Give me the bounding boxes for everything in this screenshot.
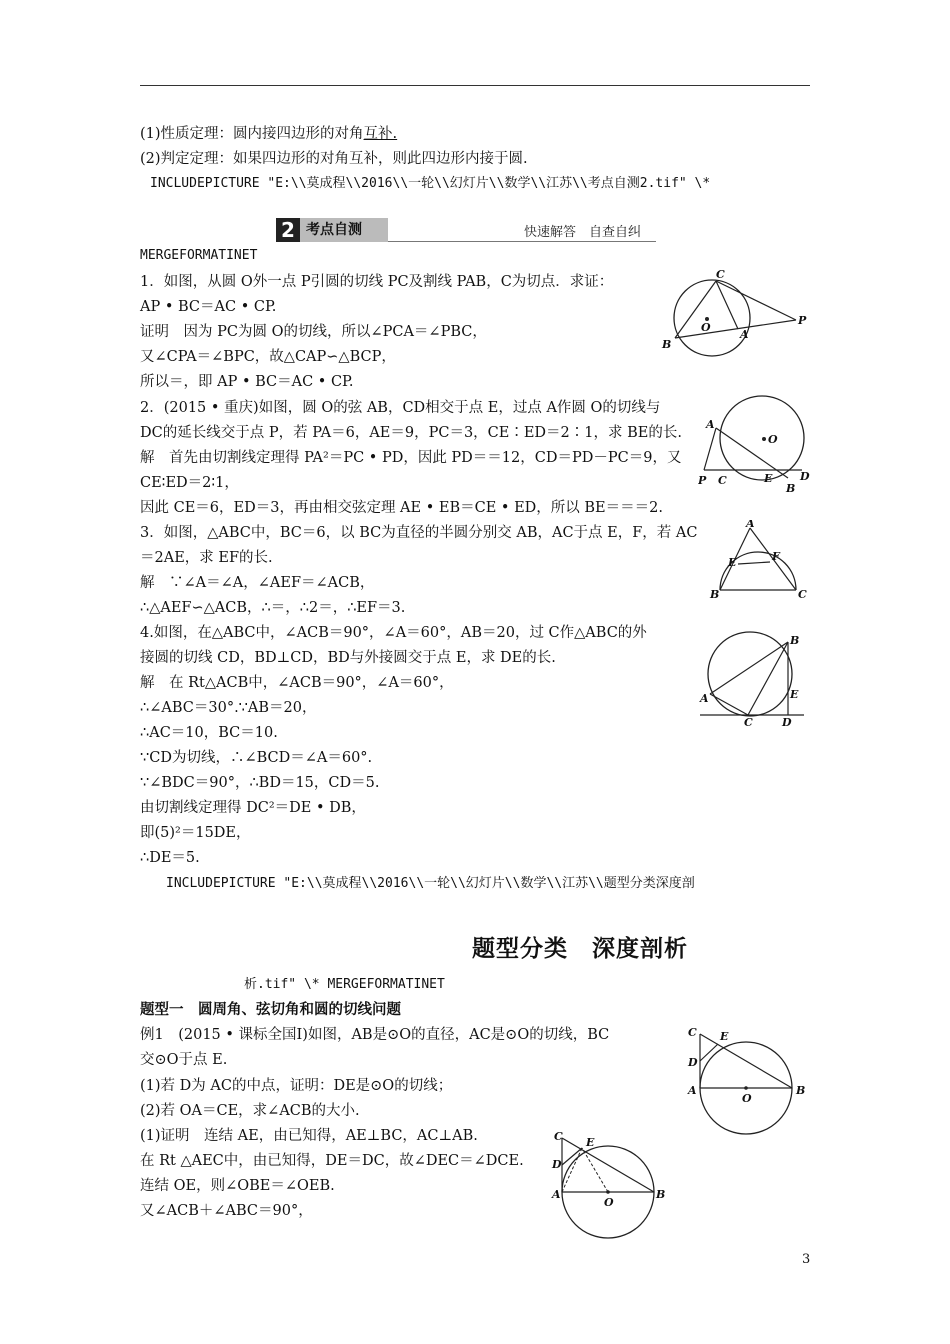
- problem-1-line: AP • BC＝AC • CP.: [140, 299, 277, 315]
- example-1-line: 连结 OE，则∠OBE＝∠OEB.: [140, 1178, 335, 1194]
- problem-4-line: ∴AC＝10，BC＝10.: [140, 725, 278, 741]
- fig2-label: E: [764, 472, 773, 485]
- fig5-label: B: [796, 1084, 806, 1097]
- page-number: 3: [802, 1252, 811, 1267]
- problem-1-line: 所以＝，即 AP • BC＝AC • CP.: [140, 374, 354, 390]
- fig6-label: B: [656, 1188, 666, 1201]
- fig2-label: A: [706, 418, 715, 431]
- example-1-line: (2)若 OA＝CE，求∠ACB的大小.: [140, 1103, 360, 1119]
- section-title: 题型分类 深度剖析: [472, 936, 688, 962]
- fig5-label: A: [688, 1084, 697, 1097]
- fig6-label: D: [552, 1158, 562, 1171]
- example-1-line: 交⊙O于点 E.: [140, 1052, 228, 1068]
- example-1-line: 在 Rt △AEC中，由已知得，DE＝DC，故∠DEC＝∠DCE.: [140, 1153, 524, 1169]
- fig1-label: C: [716, 268, 725, 281]
- problem-3-line: ＝2AE，求 EF的长.: [140, 550, 273, 566]
- fig5-label: C: [688, 1026, 697, 1039]
- problem-1-line: 1．如图，从圆 O外一点 P引圆的切线 PC及割线 PAB，C为切点．求证：: [140, 274, 614, 290]
- figure-3-diagram: [704, 520, 814, 604]
- field-code: INCLUDEPICTURE "E:\\莫成程\\2016\\一轮\\幻灯片\\数学\\江苏\\题型分类深度剖: [166, 876, 695, 891]
- problem-2-line: DC的延长线交于点 P，若 PA＝6，AE＝9，PC＝3，CE∶ED＝2∶1，求 BE的长.: [140, 425, 682, 441]
- type-heading: 题型一 圆周角、弦切角和圆的切线问题: [140, 1002, 401, 1018]
- banner-number: 2: [276, 218, 300, 242]
- fig4-label: A: [700, 692, 709, 705]
- example-1-line: (1)若 D为 AC的中点，证明：DE是⊙O的切线；: [140, 1078, 453, 1094]
- figure-5-diagram: [684, 1024, 810, 1138]
- problem-3-line: ∴△AEF∽△ACB，∴＝，∴2＝，∴EF＝3.: [140, 600, 406, 616]
- example-1-line: (1)证明 连结 AE，由已知得，AE⊥BC，AC⊥AB.: [140, 1128, 478, 1144]
- problem-2-line: 解 首先由切割线定理得 PA²＝PC • PD，因此 PD＝＝12，CD＝PD－PC＝9，又: [140, 450, 682, 466]
- text-line: (1)性质定理：圆内接四边形的对角互补.: [140, 126, 398, 142]
- fig2-label: B: [786, 482, 796, 494]
- fig3-label: E: [728, 556, 737, 569]
- fig5-label: D: [688, 1056, 698, 1069]
- fig6-label: C: [554, 1130, 563, 1143]
- problem-4-line: 接圆的切线 CD，BD⊥CD，BD与外接圆交于点 E，求 DE的长.: [140, 650, 556, 666]
- fig2-label: C: [718, 474, 727, 487]
- figure-6-diagram: [548, 1128, 672, 1244]
- example-1-line: 例1 (2015 • 课标全国Ⅰ)如图，AB是⊙O的直径，AC是⊙O的切线，BC: [140, 1027, 610, 1043]
- banner-title: 考点自测: [306, 222, 362, 238]
- fig4-label: B: [790, 634, 800, 647]
- fig3-label: A: [746, 520, 755, 530]
- fig6-label: A: [552, 1188, 561, 1201]
- fig4-label: D: [782, 716, 792, 729]
- fig4-label: E: [790, 688, 799, 701]
- field-code: 析.tif" \* MERGEFORMATINET: [244, 977, 445, 992]
- problem-2-line: CE∶ED＝2∶1，: [140, 475, 239, 491]
- fig5-label: O: [742, 1092, 752, 1105]
- figure-4-diagram: [696, 628, 808, 732]
- fig2-label: D: [800, 470, 810, 483]
- header-rule: [140, 85, 810, 86]
- figure-2-diagram: [698, 394, 813, 494]
- fig3-label: B: [710, 588, 720, 601]
- fig1-label: A: [740, 328, 749, 341]
- problem-4-line: ∵CD为切线，∴∠BCD＝∠A＝60°.: [140, 750, 373, 766]
- section-banner: [272, 218, 652, 244]
- problem-4-line: 由切割线定理得 DC²＝DE • DB，: [140, 800, 366, 816]
- problem-3-line: 解 ∵∠A＝∠A，∠AEF＝∠ACB，: [140, 575, 375, 591]
- fig4-label: C: [744, 716, 753, 729]
- problem-4-line: ∴∠ABC＝30°.∵AB＝20，: [140, 700, 317, 716]
- fig2-label: O: [768, 433, 778, 446]
- problem-1-line: 证明 因为 PC为圆 O的切线，所以∠PCA＝∠PBC，: [140, 324, 487, 340]
- fig1-label: B: [662, 338, 672, 351]
- text-line: (2)判定定理：如果四边形的对角互补，则此四边形内接于圆.: [140, 151, 528, 167]
- example-1-line: 又∠ACB＋∠ABC＝90°，: [140, 1203, 313, 1219]
- field-code: MERGEFORMATINET: [140, 248, 258, 263]
- problem-3-line: 3．如图，△ABC中，BC＝6，以 BC为直径的半圆分别交 AB，AC于点 E，F，若 AC: [140, 525, 698, 541]
- field-code: INCLUDEPICTURE "E:\\莫成程\\2016\\一轮\\幻灯片\\数学\\江苏\\考点自测2.tif" \*: [150, 176, 711, 191]
- problem-1-line: 又∠CPA＝∠BPC，故△CAP∽△BCP，: [140, 349, 396, 365]
- problem-4-line: 解 在 Rt△ACB中，∠ACB＝90°，∠A＝60°，: [140, 675, 454, 691]
- fig6-label: O: [604, 1196, 614, 1209]
- problem-2-line: 2．(2015 • 重庆)如图，圆 O的弦 AB，CD相交于点 E，过点 A作圆 O的切线与: [140, 400, 661, 416]
- problem-4-line: 即(5)²＝15DE，: [140, 825, 251, 841]
- banner-subtitle: 快速解答 自查自纠: [524, 225, 642, 240]
- problem-4-line: 4.如图，在△ABC中，∠ACB＝90°，∠A＝60°，AB＝20，过 C作△ABC的外: [140, 625, 647, 641]
- fig1-label: O: [701, 321, 711, 334]
- problem-4-line: ∵∠BDC＝90°，∴BD＝15，CD＝5.: [140, 775, 380, 791]
- problem-4-line: ∴DE＝5.: [140, 850, 200, 866]
- fig3-label: F: [772, 550, 780, 563]
- fig3-label: C: [798, 588, 807, 601]
- fig6-label: E: [586, 1136, 595, 1149]
- figure-1-diagram: [660, 268, 810, 360]
- fig2-label: P: [698, 474, 707, 487]
- fig1-label: P: [798, 314, 807, 327]
- problem-2-line: 因此 CE＝6，ED＝3，再由相交弦定理 AE • EB＝CE • ED，所以 BE＝＝＝2.: [140, 500, 663, 516]
- fig5-label: E: [720, 1030, 729, 1043]
